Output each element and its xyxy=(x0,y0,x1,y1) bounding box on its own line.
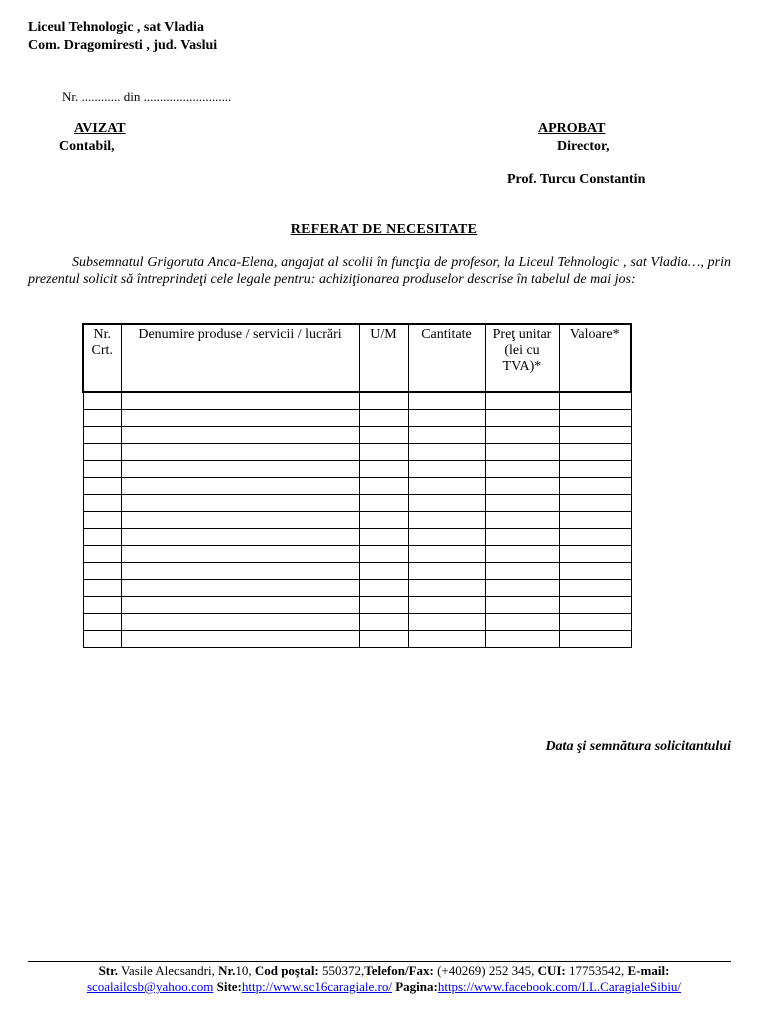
aprobat-role: Director, xyxy=(557,139,610,154)
table-cell xyxy=(408,392,485,410)
table-cell xyxy=(121,427,359,444)
items-table xyxy=(82,323,632,648)
table-cell xyxy=(359,529,408,546)
footer-nr-label: Nr. xyxy=(218,963,236,978)
table-cell xyxy=(83,512,121,529)
avizat-role: Contabil, xyxy=(59,139,115,154)
col-pret-unitar: Preţ unitar (lei cu TVA)* xyxy=(485,324,559,392)
table-row xyxy=(83,563,631,580)
table-cell xyxy=(359,614,408,631)
table-cell xyxy=(359,546,408,563)
table-cell xyxy=(408,563,485,580)
footer-divider xyxy=(28,961,731,962)
table-cell xyxy=(485,563,559,580)
table-cell xyxy=(83,546,121,563)
table-cell xyxy=(485,529,559,546)
school-address: Com. Dragomiresti , jud. Vaslui xyxy=(28,38,218,53)
table-cell xyxy=(121,546,359,563)
table-cell xyxy=(121,410,359,427)
footer-cui: 17753542, xyxy=(565,963,628,978)
table-cell xyxy=(359,392,408,410)
table-cell xyxy=(559,495,631,512)
table-cell xyxy=(485,410,559,427)
table-cell xyxy=(485,597,559,614)
footer-tel: (+40269) 252 345, xyxy=(433,963,538,978)
footer-cod-label: Cod poştal: xyxy=(254,963,319,978)
footer-str-label: Str. xyxy=(98,963,118,978)
footer-tel-label: Telefon/Fax: xyxy=(364,963,434,978)
table-cell xyxy=(359,631,408,648)
aprobat-label: APROBAT xyxy=(538,121,606,136)
table-cell xyxy=(408,631,485,648)
col-nr-crt: Nr. Crt. xyxy=(83,324,121,392)
table-cell xyxy=(559,563,631,580)
table-cell xyxy=(559,478,631,495)
table-cell xyxy=(485,546,559,563)
table-cell xyxy=(485,392,559,410)
table-row xyxy=(83,427,631,444)
table-row xyxy=(83,478,631,495)
table-cell xyxy=(83,478,121,495)
col-valoare: Valoare* xyxy=(559,324,631,392)
table-cell xyxy=(359,580,408,597)
avizat-label: AVIZAT xyxy=(74,121,126,136)
footer-line-1 xyxy=(0,963,768,979)
table-row xyxy=(83,614,631,631)
table-cell xyxy=(121,597,359,614)
table-cell xyxy=(408,495,485,512)
table-cell xyxy=(559,614,631,631)
table-cell xyxy=(83,614,121,631)
table-cell xyxy=(83,461,121,478)
table-cell xyxy=(121,580,359,597)
table-cell xyxy=(559,546,631,563)
table-cell xyxy=(121,478,359,495)
table-cell xyxy=(359,461,408,478)
footer-pagina-label: Pagina: xyxy=(391,979,438,994)
table-row xyxy=(83,410,631,427)
request-paragraph: Subsemnatul Grigoruta Anca-Elena, angajat al scolii în funcţia de profesor, la Liceul Tehnologic , sat Vladia…, prin prezentul solicit să întreprindeţi cele legale pentru: achiziţionarea produselor descrise în tabelul de mai jos: xyxy=(28,255,731,287)
table-cell xyxy=(83,631,121,648)
table-row xyxy=(83,461,631,478)
table-cell xyxy=(121,563,359,580)
table-cell xyxy=(408,478,485,495)
table-cell xyxy=(121,614,359,631)
table-row xyxy=(83,597,631,614)
table-cell xyxy=(408,427,485,444)
site-link[interactable]: http://www.sc16caragiale.ro/ xyxy=(241,979,392,994)
table-cell xyxy=(359,444,408,461)
table-cell xyxy=(359,563,408,580)
table-cell xyxy=(559,461,631,478)
table-row xyxy=(83,495,631,512)
table-cell xyxy=(121,529,359,546)
table-cell xyxy=(359,410,408,427)
table-cell xyxy=(485,512,559,529)
table-cell xyxy=(408,597,485,614)
table-body xyxy=(83,392,631,648)
table-cell xyxy=(559,512,631,529)
table-cell xyxy=(559,580,631,597)
table-cell xyxy=(408,529,485,546)
table-cell xyxy=(359,512,408,529)
table-cell xyxy=(83,580,121,597)
table-cell xyxy=(485,461,559,478)
table-cell xyxy=(83,410,121,427)
table-row xyxy=(83,631,631,648)
table-cell xyxy=(121,392,359,410)
col-denumire: Denumire produse / servicii / lucrări xyxy=(121,324,359,392)
table-cell xyxy=(485,614,559,631)
table-cell xyxy=(408,461,485,478)
table-cell xyxy=(408,546,485,563)
table-cell xyxy=(83,563,121,580)
col-cantitate: Cantitate xyxy=(408,324,485,392)
table-row xyxy=(83,444,631,461)
table-cell xyxy=(121,631,359,648)
table-cell xyxy=(559,392,631,410)
table-cell xyxy=(83,444,121,461)
table-cell xyxy=(83,597,121,614)
table-cell xyxy=(408,410,485,427)
table-cell xyxy=(485,580,559,597)
footer-line-2 xyxy=(0,979,768,995)
table-row xyxy=(83,392,631,410)
table-row xyxy=(83,529,631,546)
table-cell xyxy=(359,495,408,512)
table-cell xyxy=(83,392,121,410)
table-cell xyxy=(121,512,359,529)
table-cell xyxy=(559,597,631,614)
table-cell xyxy=(408,614,485,631)
table-cell xyxy=(485,631,559,648)
table-cell xyxy=(559,631,631,648)
school-name: Liceul Tehnologic , sat Vladia xyxy=(28,20,204,35)
table-row xyxy=(83,580,631,597)
table-cell xyxy=(83,495,121,512)
table-cell xyxy=(485,427,559,444)
table-cell xyxy=(559,410,631,427)
table-cell xyxy=(121,495,359,512)
col-um: U/M xyxy=(359,324,408,392)
footer-site-label: Site: xyxy=(213,979,242,994)
registration-line: Nr. ............ din ........................... xyxy=(62,89,232,104)
signature-label: Data şi semnătura solicitantului xyxy=(545,739,731,754)
email-link[interactable]: scoalailcsb@yahoo.com xyxy=(86,979,214,994)
table-cell xyxy=(559,529,631,546)
table-cell xyxy=(359,597,408,614)
document-title: REFERAT DE NECESITATE xyxy=(290,222,478,237)
table-row xyxy=(83,546,631,563)
director-name: Prof. Turcu Constantin xyxy=(507,172,646,187)
table-cell xyxy=(359,427,408,444)
table-cell xyxy=(408,512,485,529)
footer-nr: 10, xyxy=(235,963,255,978)
footer-email-label: E-mail: xyxy=(627,963,670,978)
footer-street: Vasile Alecsandri, xyxy=(117,963,219,978)
table-cell xyxy=(83,529,121,546)
table-cell xyxy=(408,444,485,461)
facebook-link[interactable]: https://www.facebook.com/I.L.CaragialeSibiu/ xyxy=(437,979,682,994)
footer-cui-label: CUI: xyxy=(537,963,566,978)
table-cell xyxy=(559,444,631,461)
footer-cod: 550372, xyxy=(318,963,365,978)
table-cell xyxy=(83,427,121,444)
table-cell xyxy=(485,478,559,495)
table-cell xyxy=(121,444,359,461)
table-cell xyxy=(359,478,408,495)
table-cell xyxy=(408,580,485,597)
table-row xyxy=(83,512,631,529)
table-cell xyxy=(559,427,631,444)
table-cell xyxy=(485,444,559,461)
table-cell xyxy=(485,495,559,512)
table-header-row xyxy=(83,324,631,392)
table-cell xyxy=(121,461,359,478)
